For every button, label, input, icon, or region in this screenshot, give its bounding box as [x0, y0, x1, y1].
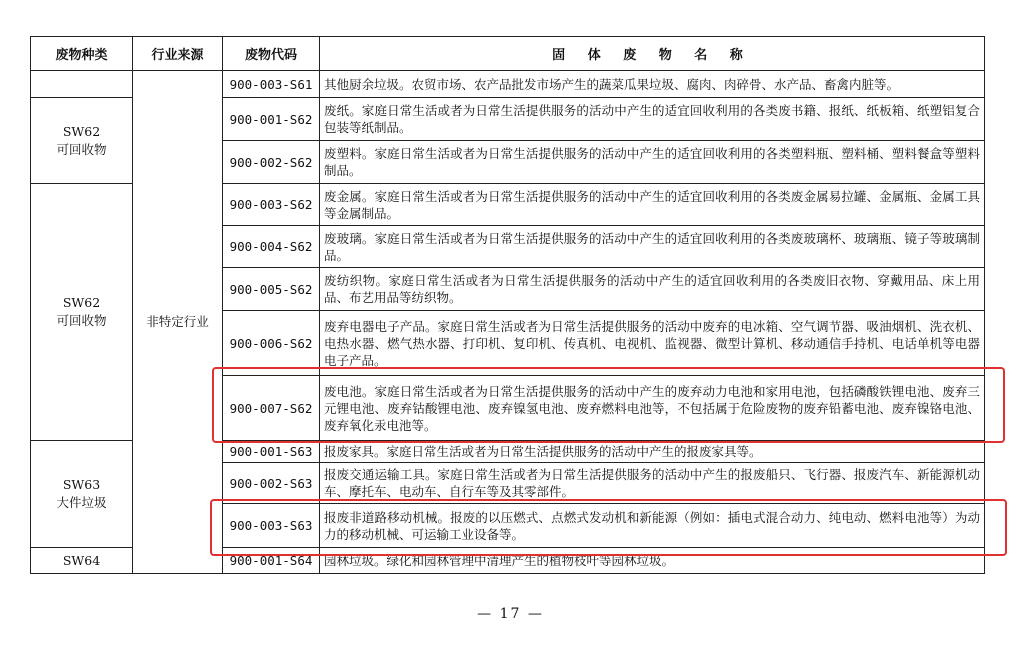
page-number: — 17 — — [477, 606, 544, 622]
waste-code: 900-001-S63 — [223, 441, 320, 463]
waste-code: 900-004-S62 — [223, 226, 320, 268]
waste-name: 废金属。家庭日常生活或者为日常生活提供服务的活动中产生的适宜回收利用的各类废金属易拉罐、金属瓶、金属工具等金属制品。 — [320, 184, 985, 226]
waste-code: 900-002-S62 — [223, 141, 320, 184]
category-code: SW62 — [62, 123, 101, 139]
category-label: 可回收物 — [56, 141, 107, 157]
source-cell: 非特定行业 — [133, 71, 223, 574]
header-name: 固 体 废 物 名 称 — [320, 37, 985, 71]
waste-name: 废纸。家庭日常生活或者为日常生活提供服务的活动中产生的适宜回收利用的各类废书籍、报纸、纸板箱、纸塑铝复合包装等纸制品。 — [320, 98, 985, 141]
waste-name: 废玻璃。家庭日常生活或者为日常生活提供服务的活动中产生的适宜回收利用的各类废玻璃杯、玻璃瓶、镜子等玻璃制品。 — [320, 226, 985, 268]
waste-name: 报废家具。家庭日常生活或者为日常生活提供服务的活动中产生的报废家具等。 — [320, 441, 985, 463]
category-cell-sw63 — [31, 441, 133, 548]
table-header-row — [31, 37, 985, 71]
category-code: SW62 — [62, 295, 101, 310]
waste-code: 900-006-S62 — [223, 311, 320, 376]
waste-name: 其他厨余垃圾。农贸市场、农产品批发市场产生的蔬菜瓜果垃圾、腐肉、肉碎骨、水产品、畜禽内脏等。 — [320, 71, 985, 98]
waste-name: 废塑料。家庭日常生活或者为日常生活提供服务的活动中产生的适宜回收利用的各类塑料瓶、塑料桶、塑料餐盒等塑料制品。 — [320, 141, 985, 184]
category-label: 大件垃圾 — [56, 495, 107, 510]
waste-code: 900-001-S62 — [223, 98, 320, 141]
waste-code: 900-001-S64 — [223, 548, 320, 574]
category-cell-sw62-a — [31, 98, 133, 184]
waste-name: 废弃电器电子产品。家庭日常生活或者为日常生活提供服务的活动中废弃的电冰箱、空气调节器、吸油烟机、洗衣机、电热水器、燃气热水器、打印机、复印机、传真机、电视机、监视器、微型计算机、移动通信手持机、电话单机等电器电子产品。 — [320, 311, 985, 376]
waste-catalog-table — [30, 36, 985, 574]
waste-code: 900-003-S63 — [223, 504, 320, 548]
category-label: 可回收物 — [56, 313, 107, 328]
waste-name: 废纺织物。家庭日常生活或者为日常生活提供服务的活动中产生的适宜回收利用的各类废旧衣物、穿戴用品、床上用品、布艺用品等纺织物。 — [320, 268, 985, 311]
category-cell-sw61 — [31, 71, 133, 98]
waste-name: 报废交通运输工具。家庭日常生活或者为日常生活提供服务的活动中产生的报废船只、飞行器、报废汽车、新能源机动车、摩托车、电动车、自行车等及其零部件。 — [320, 463, 985, 504]
category-code: SW64 — [62, 552, 101, 568]
waste-name: 园林垃圾。绿化和园林管理中清理产生的植物枝叶等园林垃圾。 — [320, 548, 985, 574]
category-cell-sw64 — [31, 548, 133, 574]
category-code: SW63 — [62, 477, 101, 492]
waste-name: 报废非道路移动机械。报废的以压燃式、点燃式发动机和新能源（例如：插电式混合动力、纯电动、燃料电池等）为动力的移动机械、可运输工业设备等。 — [320, 504, 985, 548]
waste-code: 900-002-S63 — [223, 463, 320, 504]
table-row — [31, 71, 985, 98]
waste-code: 900-005-S62 — [223, 268, 320, 311]
waste-name: 废电池。家庭日常生活或者为日常生活提供服务的活动中产生的废弃动力电池和家用电池，包括磷酸铁锂电池、废弃三元锂电池、废弃钴酸锂电池、废弃镍氢电池、废弃燃料电池等，不包括属于危险废物的废弃铅蓄电池、废弃镍铬电池、废弃氧化汞电池等。 — [320, 376, 985, 441]
waste-code: 900-003-S62 — [223, 184, 320, 226]
header-code: 废物代码 — [223, 37, 320, 71]
header-category: 废物种类 — [31, 37, 133, 71]
waste-code: 900-007-S62 — [223, 376, 320, 441]
header-source: 行业来源 — [133, 37, 223, 71]
category-cell-sw62-b — [31, 184, 133, 441]
waste-code: 900-003-S61 — [223, 71, 320, 98]
